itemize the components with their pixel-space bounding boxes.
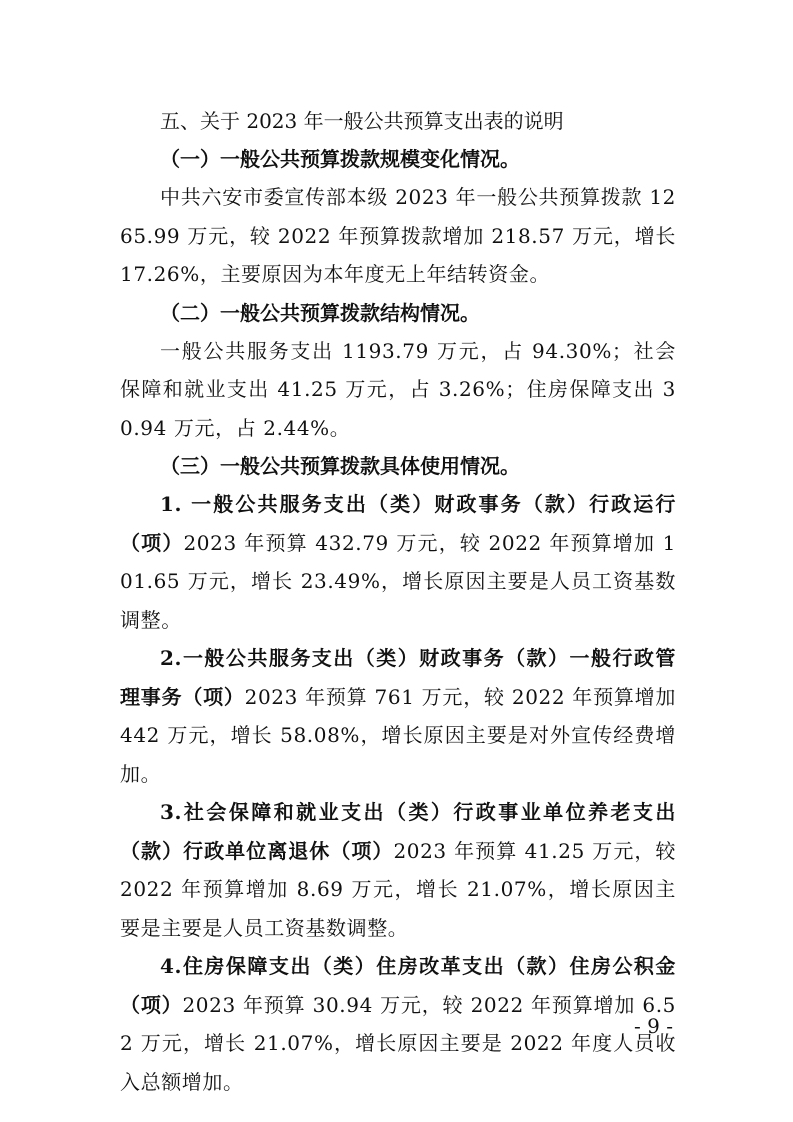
paragraph-item-1 (120, 485, 676, 639)
paragraph-item-2 (120, 639, 676, 793)
item-1-text: 2023 年预算 432.79 万元，较 2022 年预算增加 101.65 万元，增长 23.49%，增长原因主要是人员工资基数调整。 (120, 530, 676, 632)
subsection-title-2: （二）一般公共预算拨款结构情况。 (160, 300, 480, 325)
item-2-text: 2023 年预算 761 万元，较 2022 年预算增加 442 万元，增长 58.08%，增长原因主要是对外宣传经费增加。 (120, 684, 676, 786)
paragraph-item-4 (120, 947, 676, 1101)
subsection-title-1: （一）一般公共预算拨款规模变化情况。 (160, 147, 520, 171)
section-title: 五、关于 2023 年一般公共预算支出表的说明 (160, 109, 564, 133)
item-3-text: 2023 年预算 41.25 万元，较 2022 年预算增加 8.69 万元，增长 21.07%，增长原因主要是主要是人员工资基数调整。 (120, 838, 676, 940)
item-2-lead: 2.一般公共服务支出（类）财政事务（款）一般行政管理事务（项） (120, 646, 676, 709)
item-4-text: 2023 年预算 30.94 万元，较 2022 年预算增加 6.52 万元，增长 21.07%，增长原因主要是 2022 年度人员收入总额增加。 (120, 992, 676, 1094)
page-number: - 9 - (634, 1014, 673, 1038)
item-4-lead: 4.住房保障支出（类）住房改革支出（款）住房公积金（项） (120, 954, 676, 1017)
paragraph-budget-scale: 中共六安市委宣传部本级 2023 年一般公共预算拨款 1265.99 万元，较 2022 年预算拨款增加 218.57 万元，增长 17.26%，主要原因为本年度无上年结转资金。 (120, 185, 676, 286)
document-page (120, 102, 676, 1101)
subsection-title-3: （三）一般公共预算拨款具体使用情况。 (160, 454, 520, 478)
paragraph-item-3 (120, 793, 676, 947)
item-3-lead: 3.社会保障和就业支出（类）行政事业单位养老支出（款）行政单位离退休（项） (120, 800, 676, 863)
item-1-lead: 1. 一般公共服务支出（类）财政事务（款）行政运行（项） (120, 492, 676, 555)
paragraph-budget-structure: 一般公共服务支出 1193.79 万元，占 94.30%；社会保障和就业支出 41.25 万元，占 3.26%；住房保障支出 30.94 万元，占 2.44%。 (120, 338, 676, 440)
